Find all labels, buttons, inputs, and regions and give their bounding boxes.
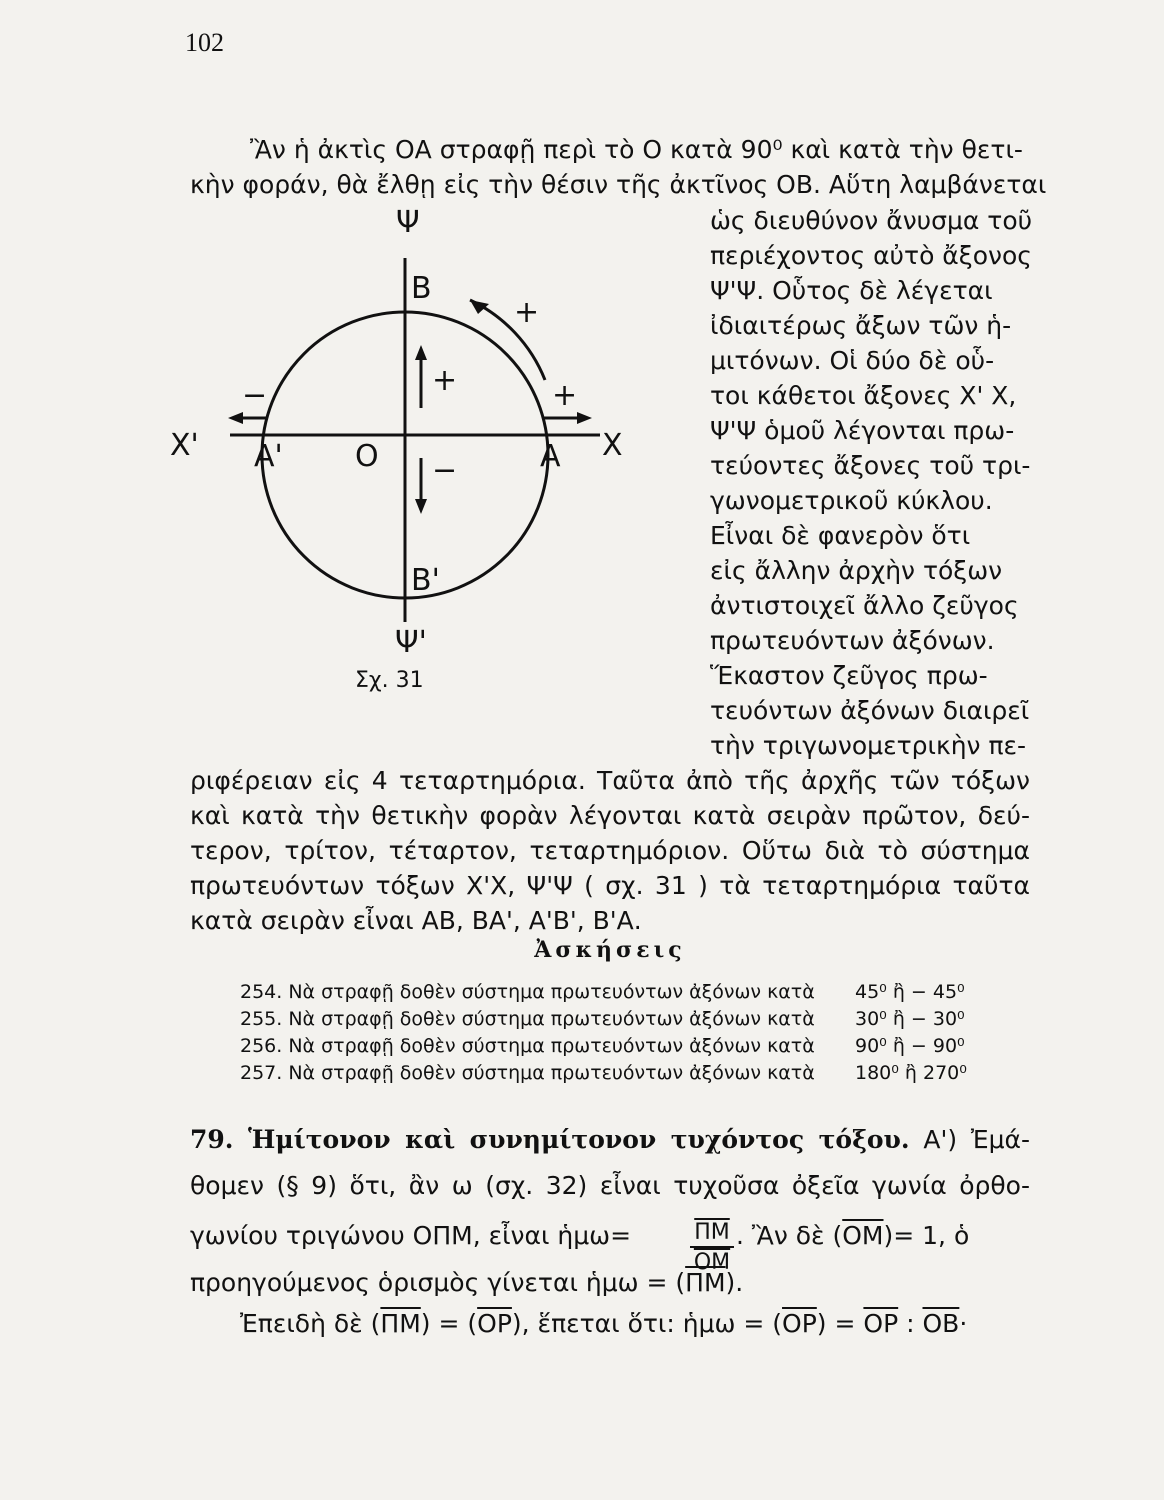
para-line-3: τερον, τρίτον, τέταρτον, τεταρτημόριον. Οὕτω διὰ τὸ σύστημα — [190, 836, 1030, 865]
arc-arrowhead — [470, 300, 489, 314]
pm-segment: $\overline{\Pi M}$ — [685, 1268, 726, 1297]
side-line-8: τεύοντες ἄξονες τοῦ τρι- — [710, 451, 1031, 480]
section-line1-rest: Α') Ἐμά- — [923, 1125, 1031, 1154]
line5-text-e: : — [898, 1309, 923, 1338]
side-line-14: Ἕκαστον ζεῦγος πρω- — [710, 661, 988, 690]
line3-text-a: γωνίου τριγώνου ΟΠΜ, εἶναι ἡμω= — [190, 1221, 632, 1250]
side-line-16: τὴν τριγωνομετρικὴν πε- — [710, 731, 1027, 760]
om-segment: $\overline{OM}$ — [842, 1221, 884, 1250]
side-line-4: ἰδιαιτέρως ἄξων τῶν ἡ- — [710, 311, 1012, 340]
a-prime-label: Α' — [254, 439, 283, 474]
arc-plus-sign: + — [514, 295, 540, 330]
pm-segment: $\overline{\Pi M}$ — [380, 1309, 421, 1338]
right-arrowhead — [577, 412, 592, 424]
side-line-2: περιέχοντος αὐτὸ ἄξονος — [710, 241, 1032, 270]
line5-text-c: ), ἕπεται ὅτι: ἡμω = ( — [511, 1309, 783, 1338]
para-line-1: ριφέρειαν εἰς 4 τεταρτημόρια. Ταῦτα ἀπὸ τῆς ἀρχῆς τῶν τόξων — [190, 766, 1030, 795]
side-line-15: τευόντων ἀξόνων διαιρεῖ — [710, 696, 1030, 725]
page-number: 102 — [185, 28, 224, 57]
exercise-255 — [240, 1007, 965, 1031]
exercises-heading: Ἀσκήσεις — [534, 937, 686, 963]
line3-text-b: . Ἂν δὲ ( — [736, 1221, 843, 1250]
exercise-angles: 30⁰ ἢ − 30⁰ — [855, 1008, 965, 1030]
down-minus-sign: − — [432, 453, 458, 488]
side-line-9: γωνομετρικοῦ κύκλου. — [710, 486, 993, 515]
line4-text-b: ). — [725, 1268, 744, 1297]
exercise-text: 254. Νὰ στραφῇ δοθὲν σύστημα πρωτευόντων ἀξόνων κατὰ — [240, 981, 815, 1003]
exercise-angles: 180⁰ ἢ 270⁰ — [855, 1062, 967, 1084]
line3-text-c: )= 1, ὁ — [883, 1221, 970, 1250]
exercise-257 — [240, 1061, 967, 1085]
exercise-256 — [240, 1034, 965, 1058]
exercise-text: 257. Νὰ στραφῇ δοθὲν σύστημα πρωτευόντων ἀξόνων κατὰ — [240, 1062, 815, 1084]
side-line-10: Εἶναι δὲ φανερὸν ὅτι — [710, 521, 971, 550]
para-line-4: πρωτευόντων τόξων Χ'Χ, Ψ'Ψ ( σχ. 31 ) τὰ τεταρτημόρια ταῦτα — [190, 871, 1030, 900]
down-arrowhead — [415, 499, 427, 514]
up-arrowhead — [415, 345, 427, 360]
side-line-5: μιτόνων. Οἱ δύο δὲ οὗ- — [710, 346, 995, 375]
line5-text-d: ) = — [816, 1309, 864, 1338]
section-79-line-3-tail — [736, 1218, 969, 1254]
side-line-3: Ψ'Ψ. Οὗτος δὲ λέγεται — [710, 276, 993, 305]
op-segment: $\overline{OP}$ — [782, 1309, 817, 1338]
exercise-text: 256. Νὰ στραφῇ δοθὲν σύστημα πρωτευόντων ἀξόνων κατὰ — [240, 1035, 815, 1057]
x-right-label: Χ — [602, 428, 623, 463]
exercise-angles: 45⁰ ἢ − 45⁰ — [855, 981, 965, 1003]
fraction-denominator: ΟΜ — [693, 1250, 731, 1275]
left-arrowhead — [228, 412, 243, 424]
intro-line-2: κὴν φοράν, θὰ ἔλθῃ εἰς τὴν θέσιν τῆς ἀκτῖνος ΟΒ. Αὕτη λαμβάνεται — [190, 170, 1047, 199]
figure-caption: Σχ. 31 — [355, 668, 424, 693]
side-line-1: ὡς διευθύνον ἄνυσμα τοῦ — [710, 206, 1033, 235]
section-79-line-1 — [190, 1122, 1030, 1158]
b-label: Β — [411, 271, 432, 306]
section-79-line-4 — [190, 1265, 743, 1301]
b-prime-label: Β' — [411, 563, 440, 598]
exercise-text: 255. Νὰ στραφῇ δοθὲν σύστημα πρωτευόντων ἀξόνων κατὰ — [240, 1008, 815, 1030]
intro-line-1: Ἂν ἡ ἀκτὶς ΟΑ στραφῇ περὶ τὸ Ο κατὰ 90⁰ καὶ κατὰ τὴν θετι- — [250, 135, 1023, 164]
side-line-6: τοι κάθετοι ἄξονες Χ' Χ, — [710, 381, 1017, 410]
section-heading: 79. Ἡμίτονον καὶ συνημίτονον τυχόντος τόξου. — [190, 1125, 910, 1154]
a-label: Α — [540, 439, 561, 474]
psi-bottom-label: Ψ' — [395, 625, 427, 660]
line5-text-f: · — [959, 1309, 968, 1338]
x-left-label: Χ' — [170, 428, 199, 463]
side-line-7: Ψ'Ψ ὁμοῦ λέγονται πρω- — [710, 416, 1015, 445]
para-line-2: καὶ κατὰ τὴν θετικὴν φορὰν λέγονται κατὰ σειρὰν πρῶτον, δεύ- — [190, 801, 1030, 830]
line5-text-b: ) = ( — [420, 1309, 478, 1338]
psi-top-label: Ψ — [396, 205, 420, 240]
side-line-12: ἀντιστοιχεῖ ἄλλο ζεῦγος — [710, 591, 1019, 620]
exercise-254 — [240, 980, 965, 1004]
op-segment: $\overline{OP}$ — [863, 1309, 899, 1338]
op-segment: $\overline{OP}$ — [477, 1309, 512, 1338]
line4-text-a: προηγούμενος ὁρισμὸς γίνεται ἡμω = ( — [190, 1268, 686, 1297]
section-79-line-2: θομεν (§ 9) ὅτι, ἂν ω (σχ. 32) εἶναι τυχοῦσα ὀξεῖα γωνία ὀρθο- — [190, 1171, 1030, 1200]
fraction-numerator: $\overline{\Pi M}$ — [690, 1220, 734, 1248]
origin-label: Ο — [355, 439, 379, 474]
line5-text-a: Ἐπειδὴ δὲ ( — [240, 1309, 381, 1338]
right-plus-sign: + — [552, 378, 578, 413]
up-plus-sign: + — [432, 363, 458, 398]
para-line-5: κατὰ σειρὰν εἶναι ΑΒ, ΒΑ', Α'Β', Β'Α. — [190, 906, 642, 935]
left-minus-sign: − — [242, 378, 268, 413]
exercise-angles: 90⁰ ἢ − 90⁰ — [855, 1035, 965, 1057]
ob-segment: $\overline{OB}$ — [922, 1309, 960, 1338]
section-79-line-3 — [190, 1218, 631, 1254]
section-79-line-5 — [240, 1306, 967, 1342]
side-line-11: εἰς ἄλλην ἀρχὴν τόξων — [710, 556, 1003, 585]
side-line-13: πρωτευόντων ἀξόνων. — [710, 626, 995, 655]
